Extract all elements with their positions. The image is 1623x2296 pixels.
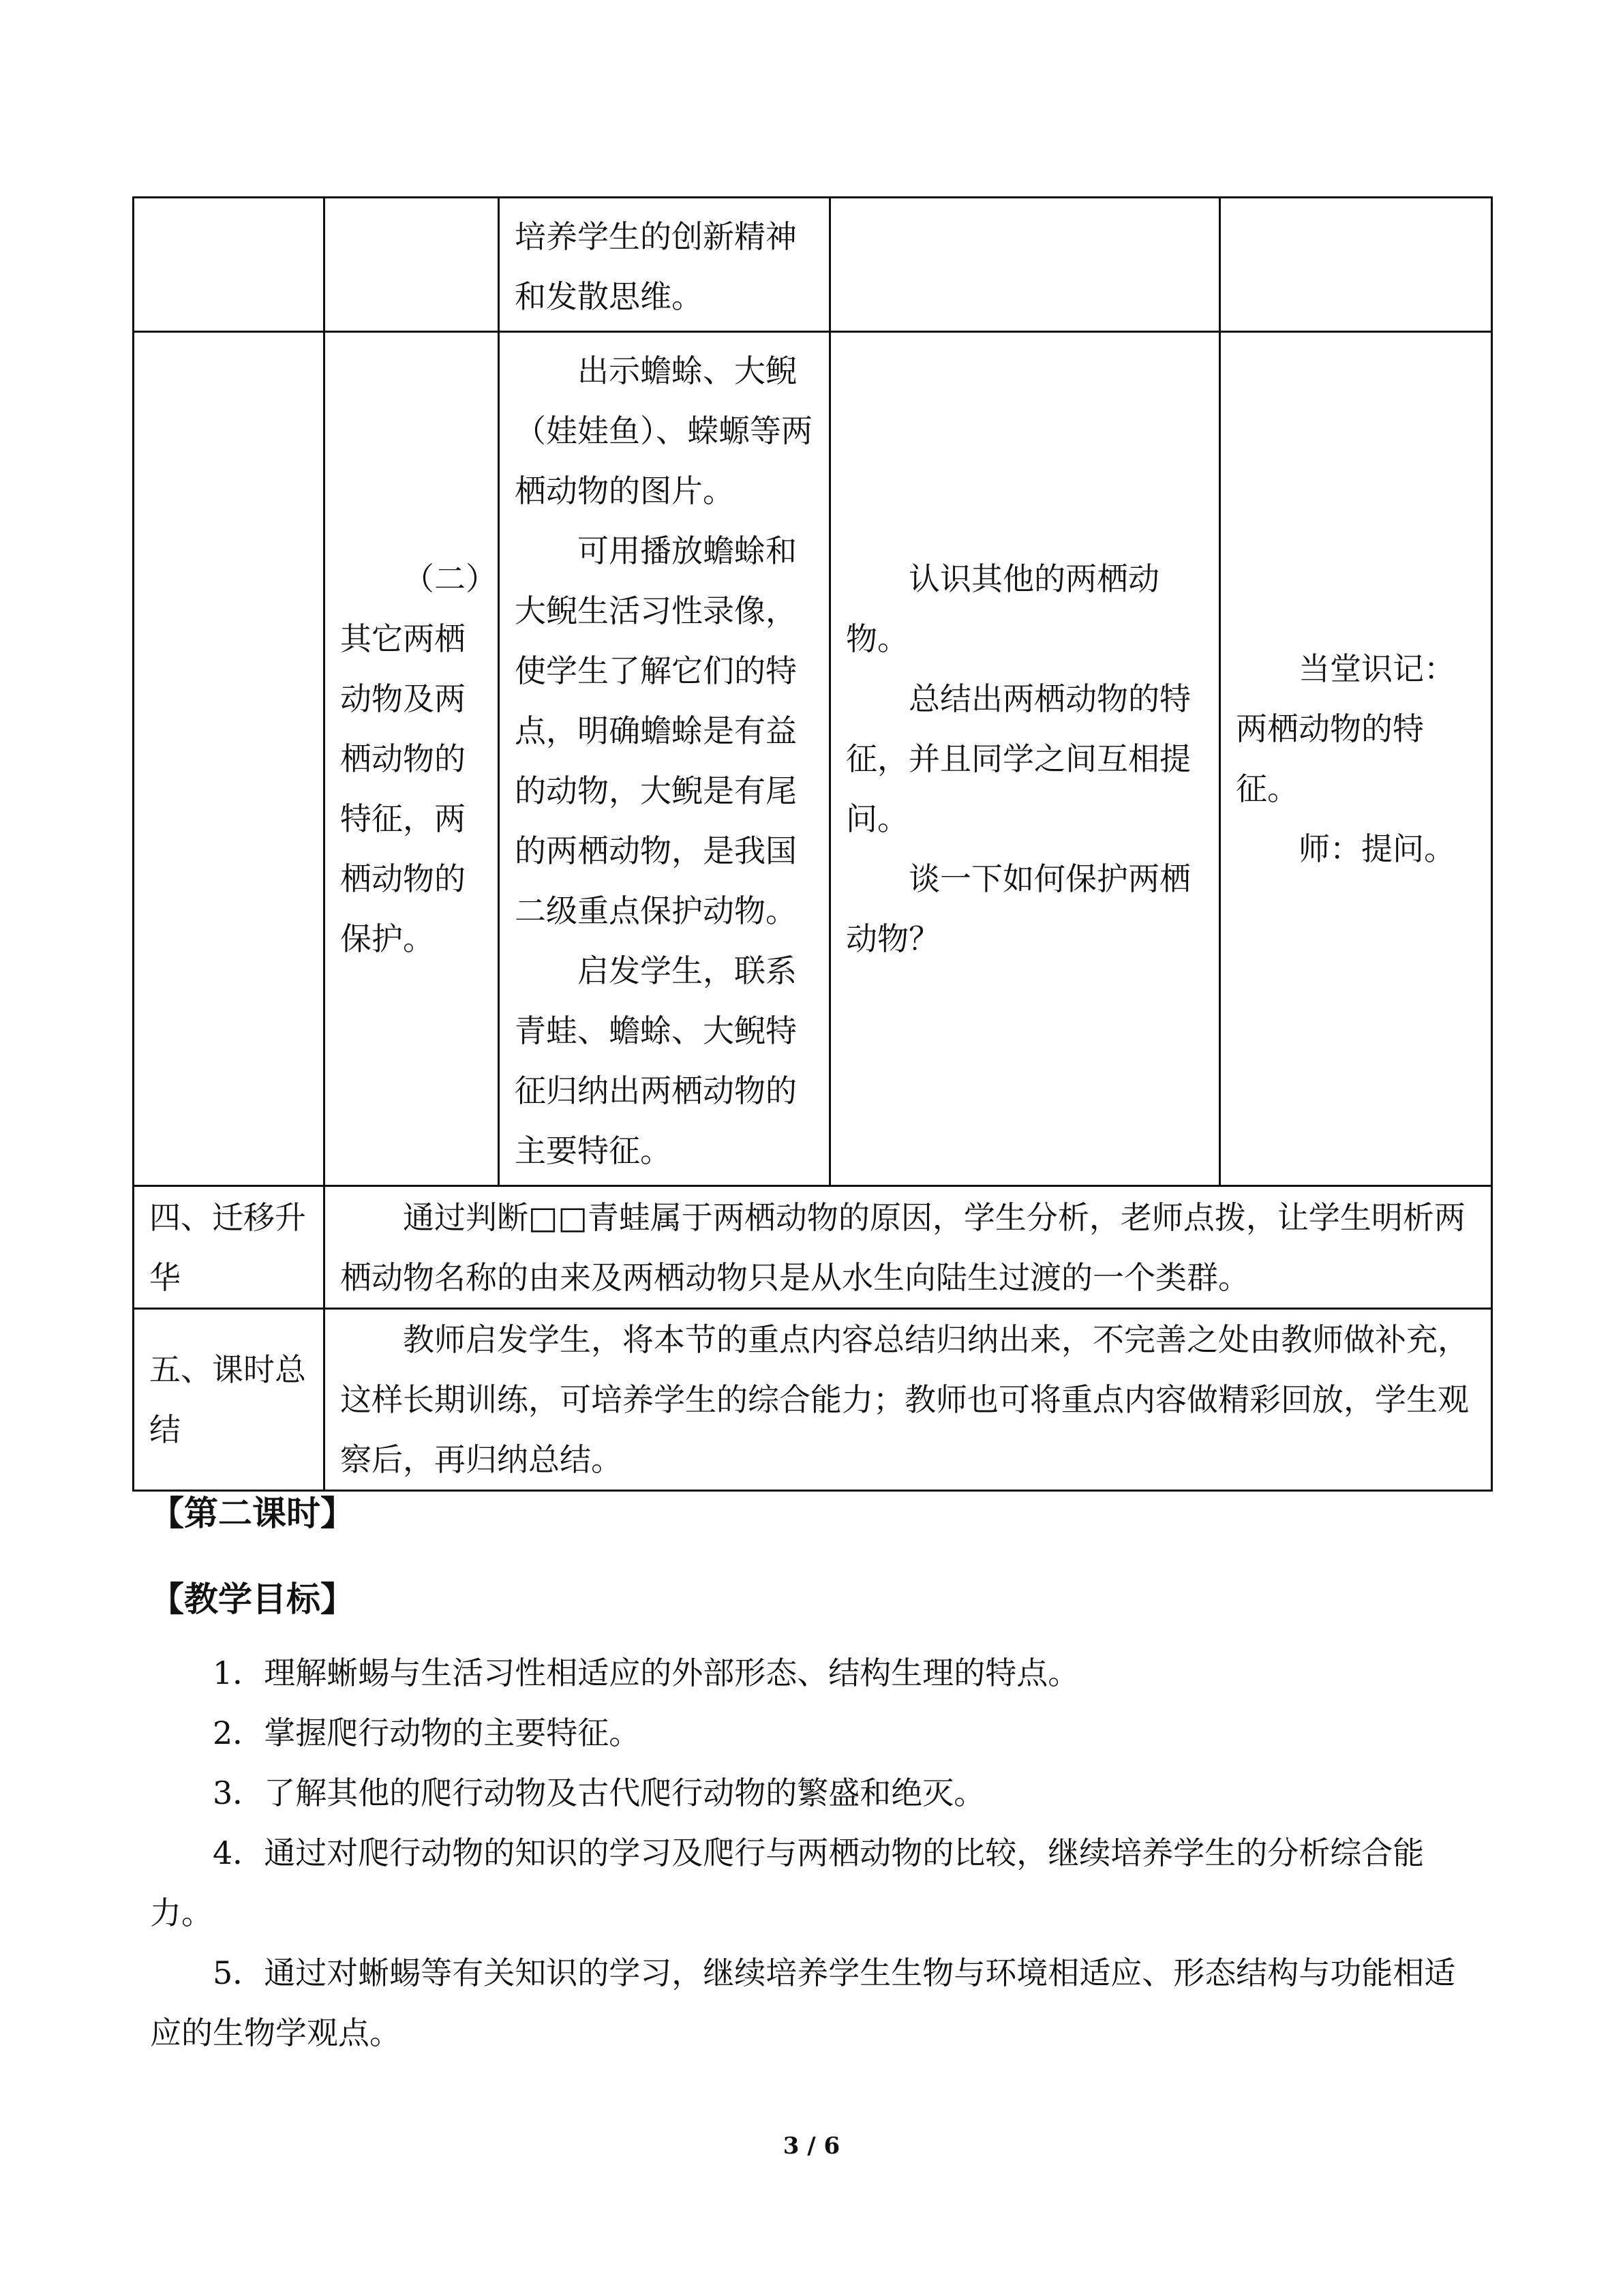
note-text: 师：提问。 xyxy=(1299,830,1455,867)
table-cell xyxy=(1220,198,1492,332)
table-row xyxy=(134,332,1492,1186)
teacher-activity-text: 出示蟾蜍、大鲵（娃娃鱼）、蝾螈等两栖动物的图片。 xyxy=(515,352,813,509)
table-row xyxy=(134,1309,1492,1491)
cell-text: 培养学生的创新精神和发散思维。 xyxy=(515,218,797,315)
table-cell xyxy=(324,1186,1492,1309)
table-cell xyxy=(324,1309,1492,1491)
table-cell xyxy=(1220,332,1492,1186)
teacher-activity-text: 可用播放蟾蜍和大鲵生活习性录像，使学生了解它们的特点，明确蟾蜍是有益的动物，大鲵是有尾的两栖动物，是我国二级重点保护动物。 xyxy=(515,532,797,929)
stage-content: 通过判断□□青蛙属于两栖动物的原因，学生分析，老师点拨，让学生明析两栖动物名称的由来及两栖动物只是从水生向陆生过渡的一个类群。 xyxy=(340,1198,1466,1296)
table-row xyxy=(134,1186,1492,1309)
goals-list xyxy=(150,1643,1479,2063)
table-cell xyxy=(134,1309,324,1491)
student-activity-text: 谈一下如何保护两栖动物？ xyxy=(846,860,1191,957)
table-cell xyxy=(830,198,1220,332)
teacher-activity-text: 启发学生，联系青蛙、蟾蜍、大鲵特征归纳出两栖动物的主要特征。 xyxy=(515,952,797,1169)
table-row xyxy=(134,198,1492,332)
table-cell xyxy=(830,332,1220,1186)
stage-title: （二）其它两栖动物及两栖动物的特征，两栖动物的保护。 xyxy=(340,560,481,957)
stage-label: 五、课时总结 xyxy=(149,1351,306,1448)
goal-item: 5．通过对蜥蜴等有关知识的学习，继续培养学生生物与环境相适应、形态结构与功能相适应的生物学观点。 xyxy=(150,1954,1456,2051)
table-cell xyxy=(324,332,499,1186)
section-heading: 【第二课时】 xyxy=(150,1494,354,1533)
stage-label: 四、迁移升华 xyxy=(149,1198,306,1296)
page-number: 3 / 6 xyxy=(783,2132,840,2160)
goals-heading: 【教学目标】 xyxy=(150,1580,354,1619)
table-cell xyxy=(134,332,324,1186)
table-cell xyxy=(499,332,830,1186)
table-cell xyxy=(134,1186,324,1309)
note-text: 当堂识记：两栖动物的特征。 xyxy=(1236,650,1455,807)
stage-content: 教师启发学生，将本节的重点内容总结归纳出来，不完善之处由教师做补充，这样长期训练，可培养学生的综合能力；教师也可将重点内容做精彩回放，学生观察后，再归纳总结。 xyxy=(340,1321,1469,1478)
table-cell xyxy=(134,198,324,332)
table-cell xyxy=(499,198,830,332)
student-activity-text: 总结出两栖动物的特征，并且同学之间互相提问。 xyxy=(846,680,1191,837)
table-cell xyxy=(324,198,499,332)
goal-item: 4．通过对爬行动物的知识的学习及爬行与两栖动物的比较，继续培养学生的分析综合能力。 xyxy=(150,1834,1425,1931)
goal-item: 3．了解其他的爬行动物及古代爬行动物的繁盛和绝灭。 xyxy=(213,1774,986,1811)
goal-item: 2．掌握爬行动物的主要特征。 xyxy=(213,1715,641,1751)
student-activity-text: 认识其他的两栖动物。 xyxy=(846,560,1159,657)
goal-item: 1．理解蜥蜴与生活习性相适应的外部形态、结构生理的特点。 xyxy=(213,1655,1080,1691)
lesson-plan-table xyxy=(132,196,1493,1492)
